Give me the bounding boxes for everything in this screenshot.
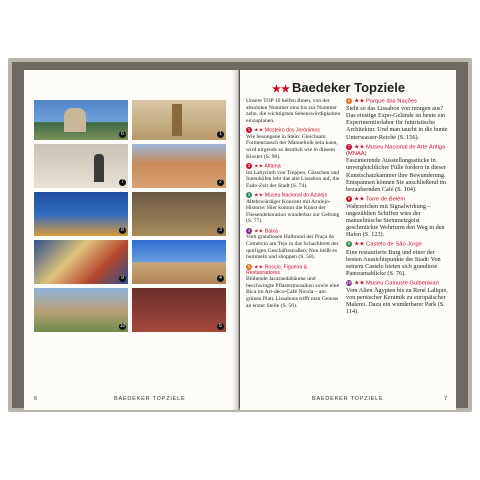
photo-badge: 2 bbox=[217, 179, 224, 186]
number-badge: 9 bbox=[347, 241, 351, 247]
entry-title: 7 ★★ Museu Nacional de Arte Antiga (MNAA) bbox=[346, 143, 446, 157]
entry-text: Im Labyrinth von Treppen, Gässchen und Innenhöfen lebt das alte Lissabon auf, die Fado-Zeit der Stadt (S. 74). bbox=[246, 169, 340, 189]
page-title-text: Baedeker Topziele bbox=[291, 80, 406, 95]
topziel-entry bbox=[346, 98, 450, 141]
photo-baixa bbox=[132, 240, 226, 284]
entry-title: 8 ★★ Torre de Belém bbox=[347, 195, 406, 203]
entry-text: Wahrzeichen mit Signalwirkung – ungezählten Schiffen wies der manuelinische Steinmetzgeist geschmückte Wehrturm den Weg in den Hafen (S. 123). bbox=[346, 202, 445, 239]
entry-text: Altehrwürdiger Konvent mit Azulejo-Historie: Hier kommt die Kunst der Fliesendekoration wunderbar zur Geltung (S. 77). bbox=[246, 198, 340, 225]
number-badge: 1 bbox=[247, 127, 251, 133]
topziel-entry bbox=[246, 228, 342, 261]
photo-mosteiro bbox=[132, 100, 226, 140]
entry-title: 3 ★★ Museu Nacional do Azulejo bbox=[247, 192, 328, 199]
entry-text: Sieht so das Lissabon von morgen aus? Das einstige Expo-Gelände ist heute ein Experimentierlabor für futuristische Architektur. Und man taucht in die bunte Unterwasser-Reiche (S. 156). bbox=[346, 105, 448, 141]
photo-badge: 9 bbox=[119, 275, 126, 282]
entry-title: 10 ★★ Museu Calouste Gulbenkian bbox=[346, 279, 439, 287]
photo-gulbenkian bbox=[132, 288, 226, 332]
topziel-entry bbox=[246, 127, 342, 160]
entry-title: 1 ★★ Mosteiro dos Jerónimos bbox=[247, 127, 320, 134]
photo-azulejo-museum bbox=[132, 192, 226, 236]
entry-text: Wie besungene in Stein: Gleichsam Formenrausch der Manuelinik sein kann, wird nirgends so deutlich wie in diesem Kloster (S. 98). bbox=[246, 133, 338, 160]
photo-badge: 8 bbox=[119, 227, 126, 234]
page-title bbox=[272, 80, 405, 95]
entry-text: Eine restaurierte Burg und einer der besten Aussichtspunkte der Stadt: Von seinem Castelo bieten sich grandiose Panoramablicke (S. 76). bbox=[346, 248, 441, 277]
entry-title: 4 ★★ Baixa bbox=[247, 228, 278, 235]
photo-museum-interior bbox=[34, 144, 128, 188]
topziel-entry bbox=[246, 192, 342, 225]
intro-text: Unsere TOP 10 helfen Ihnen, von der absoluten Nummer eins bis zur Nummer zehn, die wichtigsten Sehenswürdigkeiten einzuplanen. bbox=[246, 98, 341, 124]
number-badge: 7 bbox=[347, 143, 351, 149]
entry-title: 6 ★★ Parque das Nações bbox=[347, 98, 417, 105]
number-badge: 10 bbox=[346, 279, 352, 285]
topziel-entry bbox=[346, 144, 450, 193]
photo-badge: 7 bbox=[119, 179, 126, 186]
right-page-number: 7 bbox=[444, 396, 448, 402]
photo-alfama bbox=[132, 144, 226, 188]
entry-text: Vom Alten Ägypten bis zu René Lalique, von persischer Keramik zu europäischer Malerei. Dazu ein wunderbarer Park (S. 114). bbox=[346, 287, 448, 316]
photo-badge: 5 bbox=[217, 323, 224, 330]
photo-badge: 3 bbox=[217, 227, 224, 234]
photo-castle bbox=[34, 288, 128, 332]
photo-badge: 1 bbox=[217, 131, 224, 138]
left-page bbox=[24, 70, 239, 410]
right-running-head: BAEDEKER TOPZIELE bbox=[312, 396, 384, 402]
entry-title: 5 ★★ Rossio, Figueira & Restauradores bbox=[246, 263, 308, 277]
left-page-number: 6 bbox=[34, 396, 38, 402]
number-badge: 5 bbox=[247, 263, 251, 269]
entry-text: Vom grandiosen Halbrund der Praça do Comércio am Tejo in das Schachbrett der quirligen Geschäftsstraßen: Nun heißt es bummeln und shoppen (S. 50). bbox=[246, 234, 339, 261]
text-column-right bbox=[346, 98, 450, 318]
entry-text: Blühende Jacarandabäume und beschwingte Pflastermosaiken sowie eine Bica im Art-déco-Café Nicola – am grünen Platz Lissabons trifft man Genuss an erster Stelle (S. 56). bbox=[246, 276, 340, 309]
entry-title: 2 ★★ Alfama bbox=[247, 163, 281, 170]
topziel-entry bbox=[246, 163, 342, 189]
photo-badge: 10 bbox=[119, 323, 126, 329]
photo-azulejo-panel bbox=[34, 240, 128, 284]
left-running-head: BAEDEKER TOPZIELE bbox=[114, 396, 186, 402]
topziel-entry bbox=[246, 264, 342, 309]
stars-icon: ★★ bbox=[272, 84, 290, 95]
photo-badge: 4 bbox=[217, 275, 224, 282]
right-page bbox=[240, 70, 456, 410]
topziel-entry bbox=[346, 241, 450, 277]
topziel-entry bbox=[346, 196, 450, 239]
photo-night-square bbox=[34, 192, 128, 236]
photo-badge: 6 bbox=[119, 131, 126, 138]
number-badge: 4 bbox=[247, 228, 251, 234]
number-badge: 8 bbox=[347, 195, 351, 201]
number-badge: 6 bbox=[347, 98, 351, 103]
entry-title: 9 ★★ Castelo de São Jorge bbox=[347, 241, 422, 248]
number-badge: 3 bbox=[247, 192, 251, 198]
number-badge: 2 bbox=[247, 163, 251, 169]
text-column-left bbox=[246, 98, 342, 312]
topziel-entry bbox=[346, 280, 450, 316]
photo-parque-das-nacoes bbox=[34, 100, 128, 140]
entry-text: Faszinierende Ausstellungsstücke in unvergleichlicher Fülle fordern in dieser Kunstschatzkammer ihre Bewunderung. Entspannen können Sie anschließend im bezaubernden Café (S. 104). bbox=[346, 157, 447, 193]
